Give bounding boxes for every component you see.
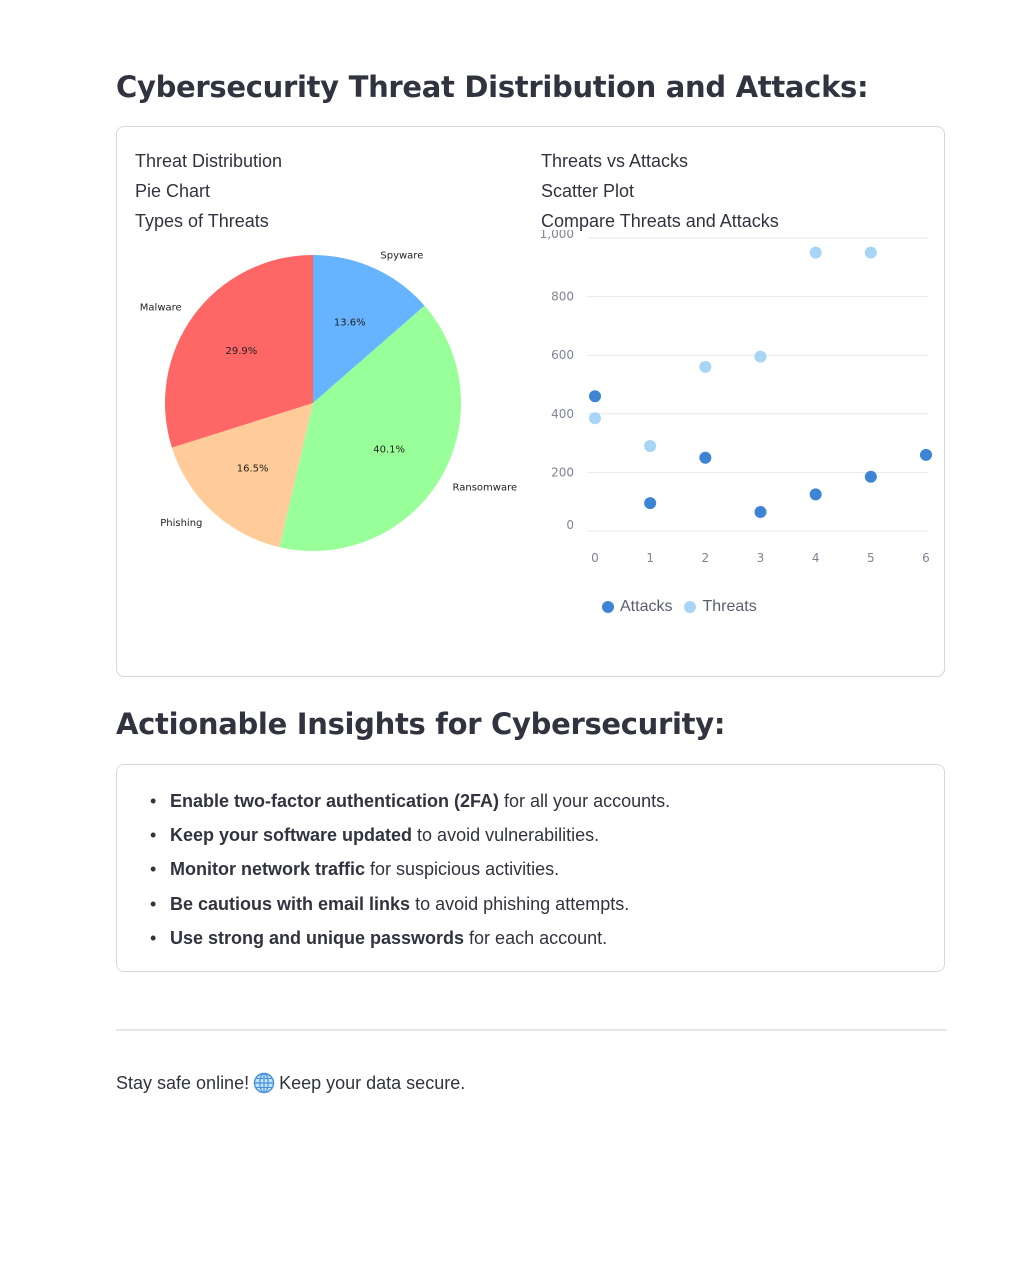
x-tick-label: 3 <box>756 551 765 565</box>
pie-percent-label: 29.9% <box>225 346 258 358</box>
x-tick-label: 6 <box>922 551 930 565</box>
attacks-point <box>920 449 932 461</box>
insight-text: to avoid phishing attempts. <box>410 893 630 914</box>
x-tick-label: 2 <box>701 551 710 565</box>
y-tick-label: 400 <box>551 406 574 421</box>
pie-percent-label: 40.1% <box>373 444 405 456</box>
insight-item <box>135 928 670 962</box>
threats-point <box>644 440 656 452</box>
attacks-legend-dot <box>602 601 614 613</box>
pie-title: Threat Distribution <box>135 151 283 171</box>
section-title-insights: Actionable Insights for Cybersecurity: <box>116 707 726 741</box>
pie-category-label: Spyware <box>380 250 424 262</box>
scatter-subtitle: Scatter Plot <box>541 181 635 201</box>
threats-point <box>699 361 711 373</box>
attacks-point <box>644 497 656 509</box>
insight-bold: Enable two-factor authentication (2FA) <box>170 791 500 811</box>
pie-category-label: Phishing <box>160 517 203 529</box>
y-tick-label: 1,000 <box>539 230 574 241</box>
insights-card <box>116 764 945 972</box>
attacks-point <box>589 390 601 402</box>
pie-subtitle: Pie Chart <box>135 181 211 201</box>
x-tick-label: 5 <box>867 551 875 565</box>
attacks-point <box>755 506 767 518</box>
threats-point <box>589 412 601 424</box>
footer <box>116 1072 465 1094</box>
x-tick-label: 1 <box>646 551 654 565</box>
scatter-title: Threats vs Attacks <box>541 151 689 171</box>
insight-item <box>135 825 670 859</box>
insight-text: for all your accounts. <box>499 791 671 811</box>
attacks-point <box>699 452 711 464</box>
pie-percent-label: 13.6% <box>333 317 366 329</box>
y-tick-label: 600 <box>551 348 574 363</box>
insight-bold: Use strong and unique passwords <box>170 927 465 948</box>
pie-caption: Types of Threats <box>135 211 269 231</box>
threats-legend-label: Threats <box>702 598 757 615</box>
attacks-point <box>810 488 822 500</box>
insight-text: to avoid vulnerabilities. <box>412 825 600 846</box>
insight-item <box>135 791 670 825</box>
threats-point <box>755 351 767 363</box>
globe-icon <box>253 1072 275 1094</box>
scatter-legend <box>602 598 757 616</box>
scatter-chart <box>530 230 940 580</box>
attacks-legend-label: Attacks <box>620 598 673 615</box>
pie-category-label: Malware <box>139 302 182 314</box>
threats-point <box>810 247 822 259</box>
y-tick-label: 800 <box>551 289 574 304</box>
attacks-point <box>865 471 877 483</box>
insight-item <box>135 894 670 928</box>
threats-point <box>865 247 877 259</box>
y-tick-label: 200 <box>551 465 574 480</box>
insight-bold: Monitor network traffic <box>170 859 366 880</box>
section-title-threats: Cybersecurity Threat Distribution and Attacks: <box>116 70 869 104</box>
insight-text: for suspicious activities. <box>365 859 560 880</box>
footer-text-before: Stay safe online! <box>116 1072 250 1093</box>
insight-item <box>135 859 670 893</box>
insights-list <box>135 791 670 962</box>
pie-category-label: Ransomware <box>452 482 518 494</box>
footer-text-after: Keep your data secure. <box>279 1072 466 1093</box>
pie-chart <box>120 236 530 566</box>
scatter-caption: Compare Threats and Attacks <box>541 211 779 231</box>
threats-legend-dot <box>684 601 696 613</box>
pie-percent-label: 16.5% <box>236 463 269 475</box>
insight-text: for each account. <box>464 927 608 948</box>
divider <box>116 1029 947 1031</box>
insight-bold: Keep your software updated <box>170 825 413 846</box>
x-tick-label: 4 <box>811 551 820 565</box>
y-tick-label: 0 <box>566 518 574 532</box>
insight-bold: Be cautious with email links <box>170 893 411 914</box>
x-tick-label: 0 <box>591 551 599 565</box>
